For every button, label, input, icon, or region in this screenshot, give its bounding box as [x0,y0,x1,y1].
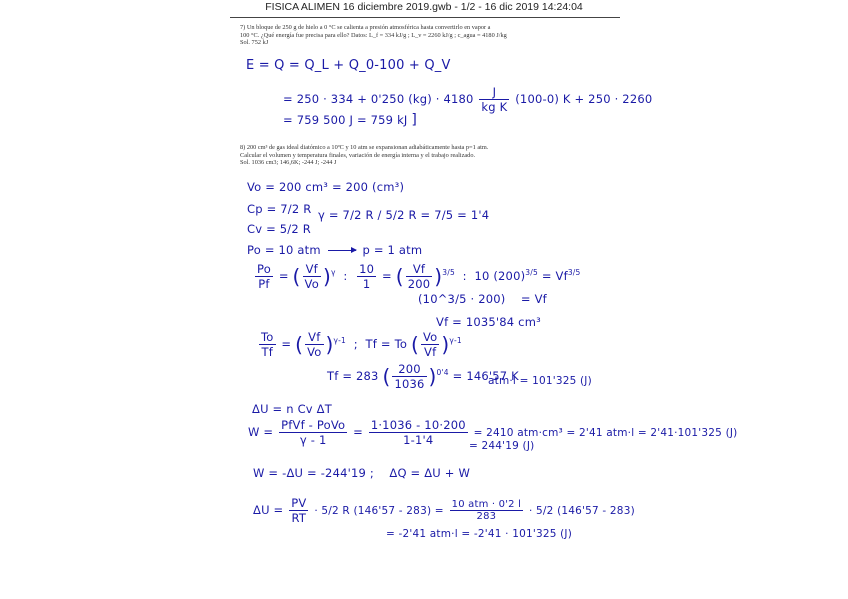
problem-7-solution: Sol. 752 kJ [240,39,269,47]
hw8-exp-04: 0'4 [436,368,449,378]
hw8-du2-frac [450,499,523,522]
hw8-du2-num2: 10 atm · 0'2 l [451,499,522,510]
hw8-adiabatic-pressure: $\frac{Po}{Pf}$ = ( $\frac{Vf}{Vo}$ )$^\gamma$ : $\frac{10}{1}$ = ( $\frac{Vf}{200}$ )$^{3/5}$ : 10 $(200)^{3/5} = Vf^{3/5}$ [257,262,581,291]
hw8-initial-volume: Vo = 200 cm³ = 200 (cm³) [247,180,405,194]
hw8-gm1: γ-1 [333,336,347,346]
hw8-tf-eq: Tf = To [365,337,408,351]
hw8-cp: Cp = 7/2 R [247,202,312,216]
hw8-wd: W = -ΔU = -244'19 ; [253,466,374,480]
hw8-adiabatic-temperature: $\frac{To}{Tf}$ = ( $\frac{Vf}{Vo}$ )$^{\gamma-1}$ ; Tf = To ( $\frac{Vo}{Vf}$ )$^{\gamma-1}$ [261,330,462,359]
hw7-energy-equation: E = Q = Q_L + Q_0-100 + Q_V [246,58,451,73]
problem-8-line-1: 8) 200 cm³ de gas ideal diatómico a 10ºC y 10 atm se expansionan adiabáticamente hasta p=1 atm. [240,144,489,151]
hw8-pv-rt [289,496,308,525]
hw8-work: W = $\frac{\text{PfVf - PoVo}}{\gamma - 1}$ = $\frac{1\cdot 1036 - 10\cdot 200}{1-1'4}$ = 2410 atm·cm³ = 2'41 atm·l = 2'41·101'325 (J) [248,418,738,447]
hw8-du2-end: · 5/2 (146'57 - 283) [528,505,635,517]
hw8-ten-exp: (10^3/5 · 200) [418,292,506,306]
page-header: FISICA ALIMEN 16 diciembre 2019.gwb - 1/2 - 16 dic 2019 14:24:04 [265,1,583,13]
hw8-vf-200-num: Vf [406,262,433,277]
hw8-du2-lhs: ΔU = [253,503,284,517]
problem-7-line-1: 7) Un bloque de 250 g de hielo a 0 °C se calienta a presión atmosférica hasta convertirlo en vapor a [240,24,491,31]
hw8-vf-3: Vf [424,345,437,359]
hw8-w-lhs: W = [248,425,274,439]
hw7-unit-fraction [479,85,509,114]
hw8-w-num: PfVf - PoVo [281,418,346,432]
hw8-w-frac-2 [369,418,468,447]
hw7-line-2 [283,85,652,114]
hw8-vf-result: Vf = 1035'84 cm³ [436,315,541,329]
hw8-w-rhs: = 2410 atm·cm³ = 2'41 atm·l = 2'41·101'325 (J) [473,427,738,439]
hw7-line-2-b: (100-0) K + 250 · 2260 [515,92,653,106]
hw8-exp-35: 3/5 [442,268,455,278]
hw8-pf: p = 1 atm [362,243,423,257]
hw7-line-3-b: kJ [397,113,408,127]
hw8-first-law: ΔQ = ΔU + W [389,466,471,480]
hw8-tf-283: Tf = 283 [327,369,379,383]
hw8-pressures [247,243,422,257]
hw8-to: To [261,330,274,344]
hw8-vf-a: Vf [303,262,321,277]
hw8-tf: Tf [261,345,273,359]
hw8-vo-b: Vo [304,277,319,291]
hw8-vf-200-den: 200 [407,277,431,291]
hw8-rt: RT [291,511,307,525]
hw7-unit-den: kg K [481,100,508,114]
problem-8-line-2: Calcular el volumen y temperatura finales, variación de energía interna y el trabajo realizado. [240,151,476,159]
hw8-po-label: Po [257,262,271,276]
problem-7-text [240,24,580,47]
hw8-200-1036 [392,362,426,391]
hw8-du2-mid: · 5/2 R (146'57 - 283) = [314,505,444,517]
problem-8-solution: Sol. 1036 cm3; 146,6K; -244 J; -244 J [240,159,337,167]
hw8-du2-den2: 283 [476,511,497,522]
hw8-to-tf [259,330,276,359]
hw8-ten: 10 [359,262,375,276]
hw8-eq-vf: = Vf [520,292,547,306]
arrow-icon [328,250,356,251]
hw8-vf-2: Vf [305,330,323,345]
hw8-gamma: γ = 7/2 R / 5/2 R = 7/5 = 1'4 [318,208,490,222]
hw8-du-calc [253,496,635,525]
hw8-pf-label: Pf [258,277,270,291]
hw8-atm-l: atm·l = 101'325 (J) [488,375,592,387]
hw8-tf-result: = 146'57 K [452,369,519,383]
hw8-pv: PV [291,496,307,510]
problem-7-line-2: 100 °C. ¿Qué energía fue precisa para ello? Datos: L_f = 334 kJ/g ; L_v = 2260 kJ/g ; c_agua = 4180 J/kg [240,31,507,39]
hw8-vf-200 [406,262,433,291]
hw8-w-den: γ - 1 [299,433,327,447]
hw8-1036: 1036 [394,377,425,391]
hw8-w-joules: = 244'19 (J) [469,440,535,452]
hw8-po: Po = 10 atm [247,243,321,257]
header-rule [230,17,620,18]
hw8-du-final: = -2'41 atm·l = -2'41 · 101'325 (J) [386,528,573,540]
hw8-ten-exp-line [418,292,547,306]
hw8-ten-200: 10 (200) [474,269,526,283]
problem-8-text [240,144,580,167]
hw8-gamma-sup: γ [330,268,336,278]
hw8-200: 200 [392,362,426,377]
hw8-tf-calc: Tf = 283 ( $\frac{200}{1036}$ )$^{0'4}$ = 146'57 K [327,362,519,391]
hw7-unit-num: J [479,85,509,100]
hw8-w-num-2: 1·1036 - 10·200 [370,418,466,432]
hw8-w-du [253,466,470,480]
hw8-cv: Cv = 5/2 R [247,222,311,236]
hw8-vo-3: Vo [422,330,438,344]
hw8-vf-vo [303,262,321,291]
hw7-line-3: = 759 500 J = 759 kJ ] [283,112,418,128]
hw8-rhs-v: = Vf [541,269,568,283]
hw8-vo-2: Vo [307,345,322,359]
hw8-ten-over-one [357,262,376,291]
hw8-du: ΔU = n Cv ΔT [252,402,332,416]
hw7-line-3-a: = 759 500 J = 759 [283,113,394,127]
hw8-one: 1 [362,277,371,291]
hw8-po-pf [255,262,273,291]
hw8-vf-vo-2 [305,330,323,359]
hw8-vo-vf [421,330,439,359]
hw8-w-frac [279,418,347,447]
hw7-line-2-a: = 250 · 334 + 0'250 (kg) · 4180 [283,92,474,106]
hw8-w-den-2: 1-1'4 [403,433,434,447]
